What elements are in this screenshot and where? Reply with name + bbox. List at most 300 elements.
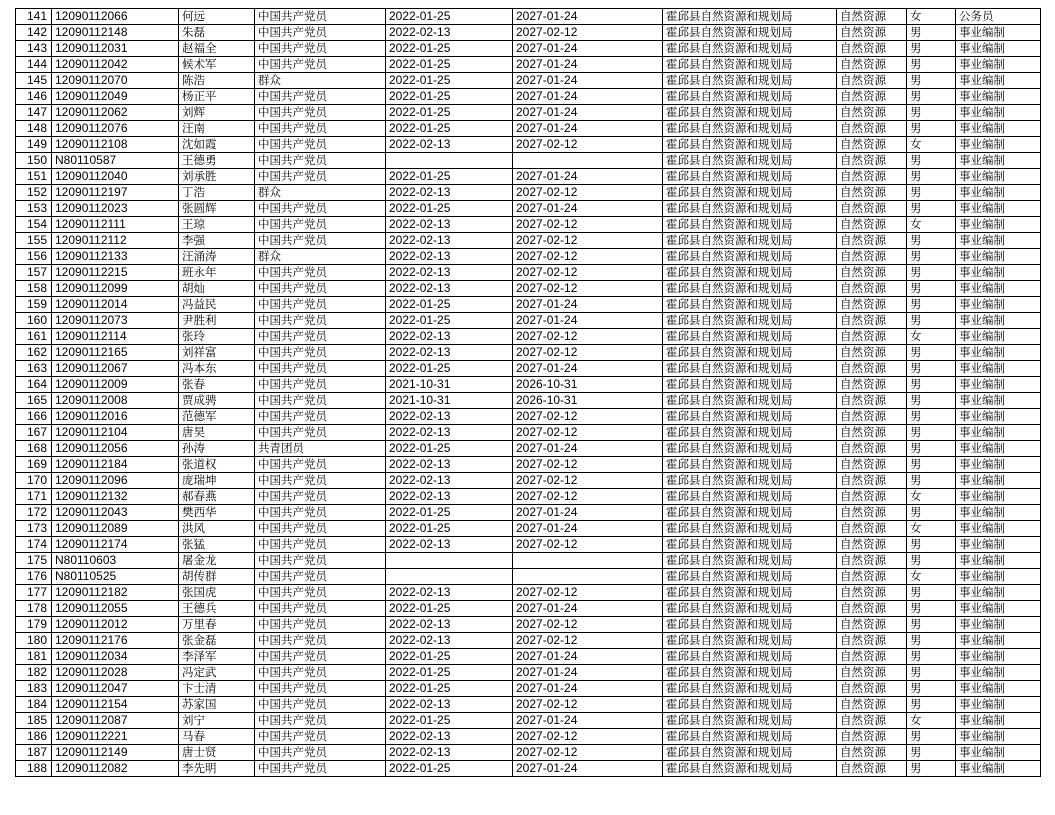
cell-name: 陈浩 [179,73,255,89]
cell-cert-id: 12090112096 [52,473,179,489]
table-row [16,281,1041,297]
cell-start-date: 2022-02-13 [386,25,513,41]
cell-end-date: 2027-02-12 [513,233,663,249]
cell-name: 冯定武 [179,665,255,681]
cell-organization: 霍邱县自然资源和规划局 [663,521,837,537]
cell-gender: 男 [907,265,956,281]
cell-category: 自然资源 [837,297,907,313]
table-row [16,249,1041,265]
cell-row-number: 154 [16,217,52,233]
cell-end-date: 2027-02-12 [513,409,663,425]
cell-name: 刘辉 [179,105,255,121]
cell-row-number: 159 [16,297,52,313]
cell-political-status: 中国共产党员 [255,665,386,681]
cell-start-date: 2022-01-25 [386,601,513,617]
cell-row-number: 180 [16,633,52,649]
cell-gender: 男 [907,665,956,681]
cell-row-number: 163 [16,361,52,377]
cell-category: 自然资源 [837,409,907,425]
cell-gender: 男 [907,73,956,89]
cell-start-date: 2022-01-25 [386,297,513,313]
cell-cert-id: 12090112132 [52,489,179,505]
cell-staff-type: 事业编制 [956,473,1041,489]
cell-gender: 男 [907,41,956,57]
cell-political-status: 中国共产党员 [255,713,386,729]
cell-organization: 霍邱县自然资源和规划局 [663,73,837,89]
cell-end-date: 2027-02-12 [513,585,663,601]
cell-gender: 男 [907,553,956,569]
cell-staff-type: 事业编制 [956,377,1041,393]
cell-gender: 男 [907,169,956,185]
table-row [16,153,1041,169]
cell-row-number: 151 [16,169,52,185]
cell-organization: 霍邱县自然资源和规划局 [663,121,837,137]
cell-start-date: 2022-01-25 [386,505,513,521]
cell-staff-type: 事业编制 [956,201,1041,217]
cell-cert-id: 12090112043 [52,505,179,521]
cell-name: 屠金龙 [179,553,255,569]
cell-gender: 男 [907,185,956,201]
cell-cert-id: 12090112197 [52,185,179,201]
cell-row-number: 165 [16,393,52,409]
cell-organization: 霍邱县自然资源和规划局 [663,441,837,457]
cell-name: 刘承胜 [179,169,255,185]
cell-start-date: 2022-02-13 [386,489,513,505]
cell-row-number: 188 [16,761,52,777]
cell-cert-id: 12090112031 [52,41,179,57]
cell-end-date: 2027-01-24 [513,441,663,457]
cell-staff-type: 事业编制 [956,169,1041,185]
cell-row-number: 158 [16,281,52,297]
cell-start-date: 2022-02-13 [386,185,513,201]
cell-category: 自然资源 [837,137,907,153]
cell-row-number: 164 [16,377,52,393]
cell-name: 胡传群 [179,569,255,585]
cell-cert-id: 12090112215 [52,265,179,281]
cell-start-date: 2021-10-31 [386,377,513,393]
cell-political-status: 中国共产党员 [255,409,386,425]
table-row [16,313,1041,329]
cell-organization: 霍邱县自然资源和规划局 [663,265,837,281]
cell-cert-id: 12090112076 [52,121,179,137]
cell-political-status: 群众 [255,73,386,89]
cell-organization: 霍邱县自然资源和规划局 [663,233,837,249]
cell-gender: 男 [907,425,956,441]
cell-start-date: 2022-02-13 [386,633,513,649]
cell-end-date: 2027-02-12 [513,473,663,489]
cell-staff-type: 事业编制 [956,297,1041,313]
cell-start-date: 2022-01-25 [386,9,513,25]
cell-name: 唐昊 [179,425,255,441]
cell-name: 刘宁 [179,713,255,729]
cell-gender: 男 [907,105,956,121]
cell-row-number: 160 [16,313,52,329]
cell-organization: 霍邱县自然资源和规划局 [663,393,837,409]
cell-gender: 男 [907,313,956,329]
cell-category: 自然资源 [837,281,907,297]
cell-start-date: 2022-02-13 [386,457,513,473]
cell-row-number: 166 [16,409,52,425]
cell-name: 马春 [179,729,255,745]
cell-organization: 霍邱县自然资源和规划局 [663,473,837,489]
table-row [16,585,1041,601]
cell-gender: 女 [907,713,956,729]
cell-category: 自然资源 [837,89,907,105]
cell-start-date: 2022-01-25 [386,121,513,137]
cell-cert-id: 12090112067 [52,361,179,377]
cell-end-date: 2027-01-24 [513,681,663,697]
cell-staff-type: 事业编制 [956,57,1041,73]
cell-category: 自然资源 [837,185,907,201]
cell-organization: 霍邱县自然资源和规划局 [663,409,837,425]
table-row [16,473,1041,489]
table-row [16,521,1041,537]
table-row [16,505,1041,521]
cell-gender: 男 [907,393,956,409]
cell-staff-type: 事业编制 [956,745,1041,761]
cell-organization: 霍邱县自然资源和规划局 [663,489,837,505]
cell-political-status: 中国共产党员 [255,297,386,313]
cell-row-number: 178 [16,601,52,617]
cell-row-number: 185 [16,713,52,729]
cell-end-date: 2027-01-24 [513,73,663,89]
cell-start-date: 2022-02-13 [386,233,513,249]
cell-end-date: 2027-01-24 [513,41,663,57]
cell-start-date: 2022-01-25 [386,441,513,457]
cell-organization: 霍邱县自然资源和规划局 [663,729,837,745]
cell-name: 庞瑞坤 [179,473,255,489]
cell-name: 孙涛 [179,441,255,457]
table-row [16,377,1041,393]
cell-end-date: 2027-02-12 [513,489,663,505]
cell-row-number: 142 [16,25,52,41]
cell-organization: 霍邱县自然资源和规划局 [663,345,837,361]
cell-category: 自然资源 [837,9,907,25]
table-row [16,649,1041,665]
cell-political-status: 中国共产党员 [255,233,386,249]
cell-row-number: 176 [16,569,52,585]
cell-staff-type: 事业编制 [956,601,1041,617]
cell-cert-id: 12090112154 [52,697,179,713]
cell-staff-type: 事业编制 [956,185,1041,201]
cell-name: 樊西华 [179,505,255,521]
cell-name: 冯本东 [179,361,255,377]
cell-row-number: 147 [16,105,52,121]
cell-name: 万里春 [179,617,255,633]
cell-end-date: 2027-01-24 [513,169,663,185]
cell-end-date: 2027-01-24 [513,601,663,617]
cell-category: 自然资源 [837,681,907,697]
cell-gender: 男 [907,681,956,697]
cell-category: 自然资源 [837,745,907,761]
cell-gender: 男 [907,457,956,473]
cell-cert-id: 12090112112 [52,233,179,249]
cell-political-status: 中国共产党员 [255,105,386,121]
cell-cert-id: 12090112221 [52,729,179,745]
cell-organization: 霍邱县自然资源和规划局 [663,201,837,217]
cell-start-date: 2022-01-25 [386,649,513,665]
table-row [16,681,1041,697]
cell-organization: 霍邱县自然资源和规划局 [663,617,837,633]
cell-name: 张金磊 [179,633,255,649]
table-row [16,41,1041,57]
cell-political-status: 中国共产党员 [255,601,386,617]
cell-row-number: 168 [16,441,52,457]
cell-organization: 霍邱县自然资源和规划局 [663,681,837,697]
cell-name: 尹胜利 [179,313,255,329]
cell-staff-type: 事业编制 [956,233,1041,249]
cell-name: 班永年 [179,265,255,281]
cell-political-status: 中国共产党员 [255,121,386,137]
cell-organization: 霍邱县自然资源和规划局 [663,745,837,761]
cell-political-status: 中国共产党员 [255,377,386,393]
cell-name: 赵福全 [179,41,255,57]
cell-cert-id: 12090112149 [52,745,179,761]
table-row [16,329,1041,345]
cell-category: 自然资源 [837,201,907,217]
cell-gender: 男 [907,537,956,553]
cell-category: 自然资源 [837,553,907,569]
cell-end-date: 2027-02-12 [513,329,663,345]
cell-organization: 霍邱县自然资源和规划局 [663,425,837,441]
cell-political-status: 中国共产党员 [255,649,386,665]
cell-name: 王琼 [179,217,255,233]
cell-organization: 霍邱县自然资源和规划局 [663,9,837,25]
cell-row-number: 162 [16,345,52,361]
cell-gender: 男 [907,409,956,425]
cell-staff-type: 公务员 [956,9,1041,25]
cell-political-status: 中国共产党员 [255,313,386,329]
cell-organization: 霍邱县自然资源和规划局 [663,665,837,681]
table-body [16,9,1041,777]
cell-organization: 霍邱县自然资源和规划局 [663,329,837,345]
table-row [16,73,1041,89]
cell-gender: 男 [907,617,956,633]
cell-gender: 男 [907,697,956,713]
cell-political-status: 中国共产党员 [255,681,386,697]
cell-row-number: 175 [16,553,52,569]
cell-organization: 霍邱县自然资源和规划局 [663,601,837,617]
cell-end-date [513,569,663,585]
cell-organization: 霍邱县自然资源和规划局 [663,105,837,121]
cell-cert-id: 12090112108 [52,137,179,153]
cell-start-date [386,569,513,585]
cell-name: 何远 [179,9,255,25]
cell-name: 范德军 [179,409,255,425]
cell-organization: 霍邱县自然资源和规划局 [663,585,837,601]
cell-name: 李强 [179,233,255,249]
cell-category: 自然资源 [837,41,907,57]
cell-start-date: 2022-01-25 [386,761,513,777]
cell-end-date: 2027-01-24 [513,297,663,313]
cell-organization: 霍邱县自然资源和规划局 [663,713,837,729]
cell-start-date: 2022-01-25 [386,105,513,121]
table-row [16,105,1041,121]
cell-end-date: 2027-01-24 [513,761,663,777]
table-row [16,217,1041,233]
cell-gender: 女 [907,489,956,505]
cell-category: 自然资源 [837,713,907,729]
table-row [16,553,1041,569]
cell-start-date: 2022-01-25 [386,313,513,329]
cell-organization: 霍邱县自然资源和规划局 [663,217,837,233]
cell-row-number: 181 [16,649,52,665]
cell-row-number: 146 [16,89,52,105]
cell-staff-type: 事业编制 [956,713,1041,729]
cell-end-date: 2027-01-24 [513,9,663,25]
cell-political-status: 中国共产党员 [255,25,386,41]
table-row [16,665,1041,681]
table-row [16,713,1041,729]
cell-political-status: 中国共产党员 [255,41,386,57]
cell-end-date: 2027-01-24 [513,105,663,121]
cell-row-number: 186 [16,729,52,745]
cell-staff-type: 事业编制 [956,361,1041,377]
cell-staff-type: 事业编制 [956,313,1041,329]
cell-organization: 霍邱县自然资源和规划局 [663,25,837,41]
cell-political-status: 中国共产党员 [255,569,386,585]
cell-gender: 女 [907,521,956,537]
cell-staff-type: 事业编制 [956,249,1041,265]
cell-cert-id: 12090112008 [52,393,179,409]
table-row [16,265,1041,281]
cell-name: 沈如霞 [179,137,255,153]
cell-end-date: 2026-10-31 [513,393,663,409]
cell-category: 自然资源 [837,665,907,681]
cell-cert-id: 12090112034 [52,649,179,665]
cell-end-date: 2027-01-24 [513,89,663,105]
cell-political-status: 中国共产党员 [255,457,386,473]
cell-political-status: 中国共产党员 [255,553,386,569]
cell-staff-type: 事业编制 [956,665,1041,681]
cell-organization: 霍邱县自然资源和规划局 [663,649,837,665]
cell-cert-id: 12090112016 [52,409,179,425]
cell-gender: 男 [907,345,956,361]
cell-staff-type: 事业编制 [956,153,1041,169]
cell-organization: 霍邱县自然资源和规划局 [663,505,837,521]
table-row [16,9,1041,25]
cell-cert-id: 12090112056 [52,441,179,457]
cell-political-status: 中国共产党员 [255,505,386,521]
cell-gender: 男 [907,121,956,137]
cell-gender: 男 [907,25,956,41]
cell-name: 郝春燕 [179,489,255,505]
cell-gender: 男 [907,601,956,617]
cell-category: 自然资源 [837,233,907,249]
table-row [16,345,1041,361]
cell-row-number: 157 [16,265,52,281]
cell-row-number: 174 [16,537,52,553]
cell-organization: 霍邱县自然资源和规划局 [663,249,837,265]
cell-row-number: 141 [16,9,52,25]
cell-end-date: 2027-02-12 [513,185,663,201]
cell-category: 自然资源 [837,633,907,649]
cell-organization: 霍邱县自然资源和规划局 [663,537,837,553]
cell-political-status: 中国共产党员 [255,329,386,345]
cell-staff-type: 事业编制 [956,505,1041,521]
cell-political-status: 中国共产党员 [255,201,386,217]
cell-start-date: 2022-01-25 [386,169,513,185]
cell-category: 自然资源 [837,329,907,345]
cell-name: 卞士清 [179,681,255,697]
cell-name: 丁浩 [179,185,255,201]
cell-staff-type: 事业编制 [956,457,1041,473]
cell-gender: 男 [907,505,956,521]
cell-staff-type: 事业编制 [956,281,1041,297]
cell-row-number: 170 [16,473,52,489]
cell-row-number: 171 [16,489,52,505]
cell-staff-type: 事业编制 [956,633,1041,649]
cell-row-number: 161 [16,329,52,345]
cell-category: 自然资源 [837,169,907,185]
cell-start-date: 2022-02-13 [386,585,513,601]
cell-end-date: 2027-01-24 [513,201,663,217]
cell-political-status: 中国共产党员 [255,217,386,233]
cell-row-number: 144 [16,57,52,73]
cell-category: 自然资源 [837,393,907,409]
cell-category: 自然资源 [837,313,907,329]
cell-staff-type: 事业编制 [956,697,1041,713]
cell-cert-id: 12090112111 [52,217,179,233]
cell-name: 李先明 [179,761,255,777]
cell-staff-type: 事业编制 [956,569,1041,585]
cell-start-date [386,553,513,569]
table-row [16,361,1041,377]
cell-political-status: 中国共产党员 [255,169,386,185]
cell-political-status: 中国共产党员 [255,137,386,153]
cell-organization: 霍邱县自然资源和规划局 [663,361,837,377]
cell-organization: 霍邱县自然资源和规划局 [663,137,837,153]
cell-name: 胡灿 [179,281,255,297]
cell-organization: 霍邱县自然资源和规划局 [663,569,837,585]
cell-row-number: 187 [16,745,52,761]
table-row [16,697,1041,713]
cell-category: 自然资源 [837,425,907,441]
cell-cert-id: 12090112104 [52,425,179,441]
cell-row-number: 179 [16,617,52,633]
cell-row-number: 167 [16,425,52,441]
table-row [16,185,1041,201]
cell-row-number: 182 [16,665,52,681]
cell-cert-id: 12090112066 [52,9,179,25]
cell-political-status: 中国共产党员 [255,57,386,73]
cell-category: 自然资源 [837,521,907,537]
cell-row-number: 149 [16,137,52,153]
cell-staff-type: 事业编制 [956,345,1041,361]
cell-gender: 男 [907,441,956,457]
cell-start-date: 2022-01-25 [386,681,513,697]
cell-cert-id: 12090112082 [52,761,179,777]
cell-category: 自然资源 [837,505,907,521]
table-row [16,425,1041,441]
cell-row-number: 143 [16,41,52,57]
cell-category: 自然资源 [837,649,907,665]
cell-row-number: 150 [16,153,52,169]
cell-political-status: 中国共产党员 [255,153,386,169]
cell-cert-id: 12090112182 [52,585,179,601]
table-row [16,409,1041,425]
cell-end-date: 2026-10-31 [513,377,663,393]
cell-political-status: 共青团员 [255,441,386,457]
cell-cert-id: 12090112014 [52,297,179,313]
cell-name: 张春 [179,377,255,393]
cell-political-status: 中国共产党员 [255,265,386,281]
cell-category: 自然资源 [837,489,907,505]
cell-cert-id: 12090112114 [52,329,179,345]
cell-end-date: 2027-01-24 [513,713,663,729]
cell-staff-type: 事业编制 [956,409,1041,425]
table-row [16,297,1041,313]
